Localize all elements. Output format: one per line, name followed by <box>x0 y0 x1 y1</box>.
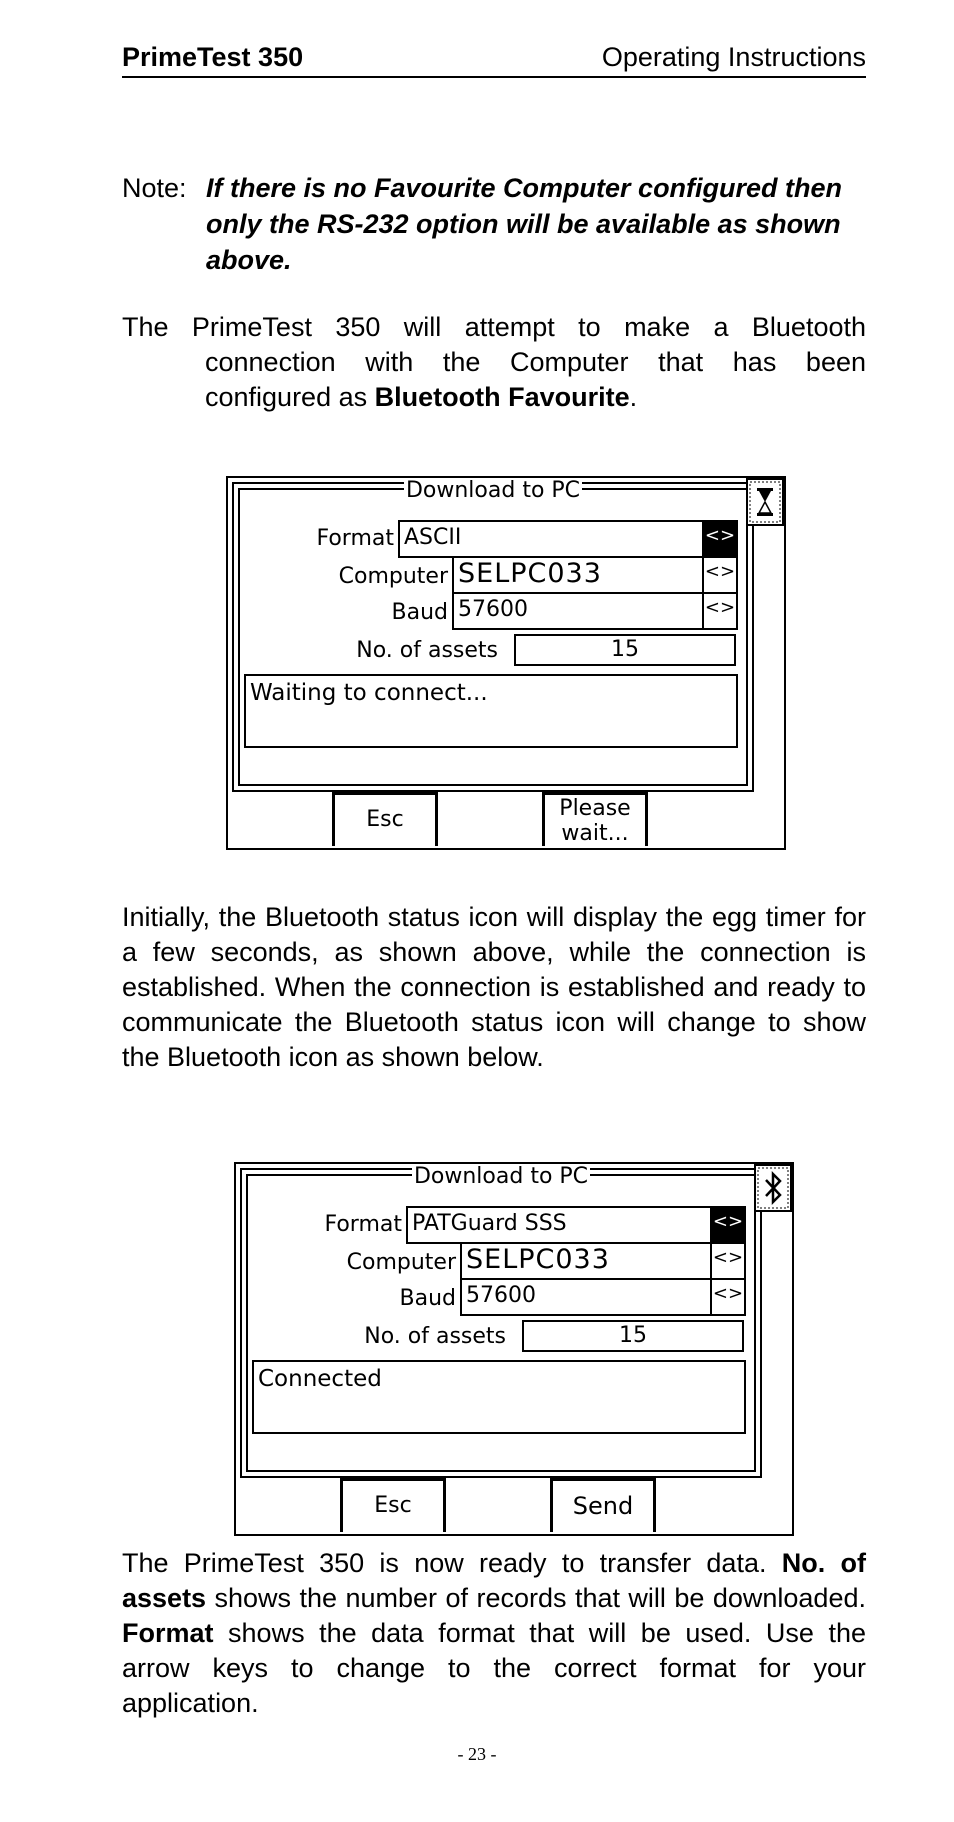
paragraph-bluetooth-attempt: The PrimeTest 350 will attempt to make a Bluetooth connection with the Computer that has been configured as Bluetooth Favourite. <box>122 312 866 412</box>
esc-button[interactable]: Esc <box>340 1478 446 1532</box>
baud-arrows[interactable]: <> <box>710 1278 746 1316</box>
note-label: Note: <box>122 173 187 203</box>
computer-field[interactable]: SELPC033 <box>452 556 704 594</box>
no-of-assets-term: No. of assets <box>122 1548 867 1613</box>
baud-arrows[interactable]: <> <box>702 592 738 630</box>
esc-button[interactable]: Esc <box>332 792 438 846</box>
status-message: Connected <box>252 1360 746 1434</box>
computer-field[interactable]: SELPC033 <box>460 1242 712 1280</box>
bluetooth-icon <box>754 1164 792 1212</box>
format-arrows[interactable]: <> <box>710 1206 746 1244</box>
format-field[interactable]: PATGuard SSS <box>406 1206 712 1244</box>
assets-label: No. of assets <box>356 638 498 663</box>
page-header <box>122 42 866 78</box>
format-term: Format <box>122 1618 214 1648</box>
header-title: PrimeTest 350 <box>122 42 304 72</box>
assets-value: 15 <box>522 1320 744 1352</box>
hourglass-icon <box>746 478 784 526</box>
assets-value: 15 <box>514 634 736 666</box>
computer-arrows[interactable]: <> <box>702 556 738 594</box>
screen-frame <box>232 478 754 792</box>
page-number: - 23 - <box>457 1744 497 1764</box>
device-screen-waiting <box>226 476 786 850</box>
header-section: Operating Instructions <box>601 42 866 72</box>
device-screen-connected <box>234 1162 794 1536</box>
paragraph-ready-transfer: The PrimeTest 350 is now ready to transfer data. No. of assets shows the number of records that will be downloaded. Format shows the data format that will be used. Use the arrow keys to change to the correct format for your application. <box>122 1548 867 1718</box>
bluetooth-favourite-term: Bluetooth Favourite <box>374 382 630 412</box>
baud-label: Baud <box>399 1286 456 1311</box>
note-text: If there is no Favourite Computer configured then only the RS-232 option will be available as shown above. <box>206 173 843 275</box>
baud-field[interactable]: 57600 <box>452 592 704 630</box>
note-block <box>122 170 866 278</box>
paragraph-status-icon: Initially, the Bluetooth status icon will display the egg timer for a few seconds, as shown above, while the connection is established. When the connection is established and ready to communicate the Bluetooth status icon will change to show the Bluetooth icon as shown below. <box>122 902 866 1072</box>
screen-title: Download to PC <box>413 1164 589 1189</box>
format-label: Format <box>324 1212 402 1237</box>
format-arrows[interactable]: <> <box>702 520 738 558</box>
computer-label: Computer <box>346 1250 456 1275</box>
computer-arrows[interactable]: <> <box>710 1242 746 1280</box>
baud-label: Baud <box>391 600 448 625</box>
format-label: Format <box>316 526 394 551</box>
screen-frame <box>240 1164 762 1478</box>
please-wait-button[interactable]: Please wait... <box>542 792 648 846</box>
assets-label: No. of assets <box>364 1324 506 1349</box>
format-field[interactable]: ASCII <box>398 520 704 558</box>
computer-label: Computer <box>338 564 448 589</box>
status-message: Waiting to connect... <box>244 674 738 748</box>
baud-field[interactable]: 57600 <box>460 1278 712 1316</box>
screen-title: Download to PC <box>405 478 581 503</box>
send-button[interactable]: Send <box>550 1478 656 1532</box>
